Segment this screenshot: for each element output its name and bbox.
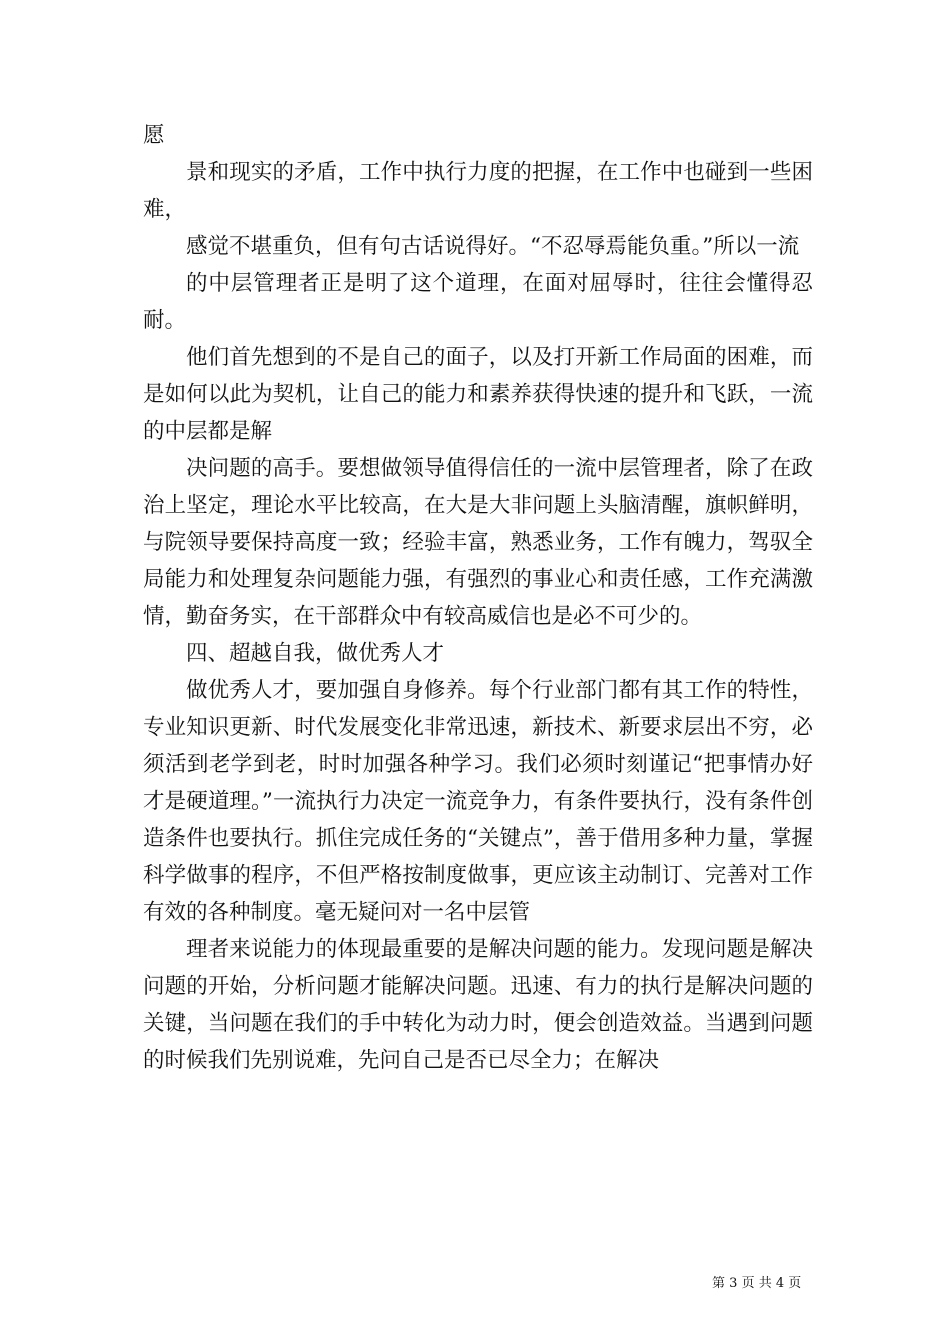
- paragraph-2: 景和现实的矛盾，工作中执行力度的把握，在工作中也碰到一些困难，: [143, 160, 813, 222]
- page-label: 第: [712, 1276, 726, 1291]
- section-heading-4: 四、超越自我，做优秀人才: [186, 641, 445, 666]
- total-pages-number: 4: [775, 1276, 785, 1291]
- current-page-number: 3: [729, 1276, 738, 1291]
- page-suffix: 页: [788, 1276, 802, 1291]
- paragraph-7: 做优秀人才，要加强自身修养。每个行业部门都有其工作的特性，专业知识更新、时代发展变化非常迅速，新技术、新要求层出不穷，必须活到老学到老，时时加强各种学习。我们必须时刻谨记“把事情办好才是硬道理。”一流执行力决定一流竞争力，有条件要执行，没有条件创造条件也要执行。抓住完成任务的“关键点”，善于借用多种力量，掌握科学做事的程序，不但严格按制度做事，更应该主动制订、完善对工作有效的各种制度。毫无疑问对一名中层管: [143, 678, 813, 925]
- paragraph-5: 他们首先想到的不是自己的面子，以及打开新工作局面的困难，而是如何以此为契机，让自己的能力和素养获得快速的提升和飞跃，一流的中层都是解: [143, 345, 813, 444]
- paragraph-1: 愿: [143, 123, 165, 148]
- paragraph-8: 理者来说能力的体现最重要的是解决问题的能力。发现问题是解决问题的开始，分析问题才能解决问题。迅速、有力的执行是解决问题的关键，当问题在我们的手中转化为动力时，便会创造效益。当遇到问题的时候我们先别说难，先问自己是否已尽全力；在解决: [143, 937, 813, 1073]
- document-body: [143, 117, 813, 1079]
- paragraph-6: 决问题的高手。要想做领导值得信任的一流中层管理者，除了在政治上坚定，理论水平比较高，在大是大非问题上头脑清醒，旗帜鲜明，与院领导要保持高度一致；经验丰富，熟悉业务，工作有魄力，驾驭全局能力和处理复杂问题能力强，有强烈的事业心和责任感，工作充满激情，勤奋务实，在干部群众中有较高威信也是必不可少的。: [143, 456, 813, 629]
- page-number-footer: [712, 1276, 801, 1292]
- paragraph-3: 感觉不堪重负，但有句古话说得好。“不忍辱焉能负重。”所以一流: [186, 234, 800, 259]
- paragraph-4: 的中层管理者正是明了这个道理，在面对屈辱时，往往会懂得忍耐。: [143, 271, 813, 333]
- page-separator: 页 共: [741, 1276, 772, 1291]
